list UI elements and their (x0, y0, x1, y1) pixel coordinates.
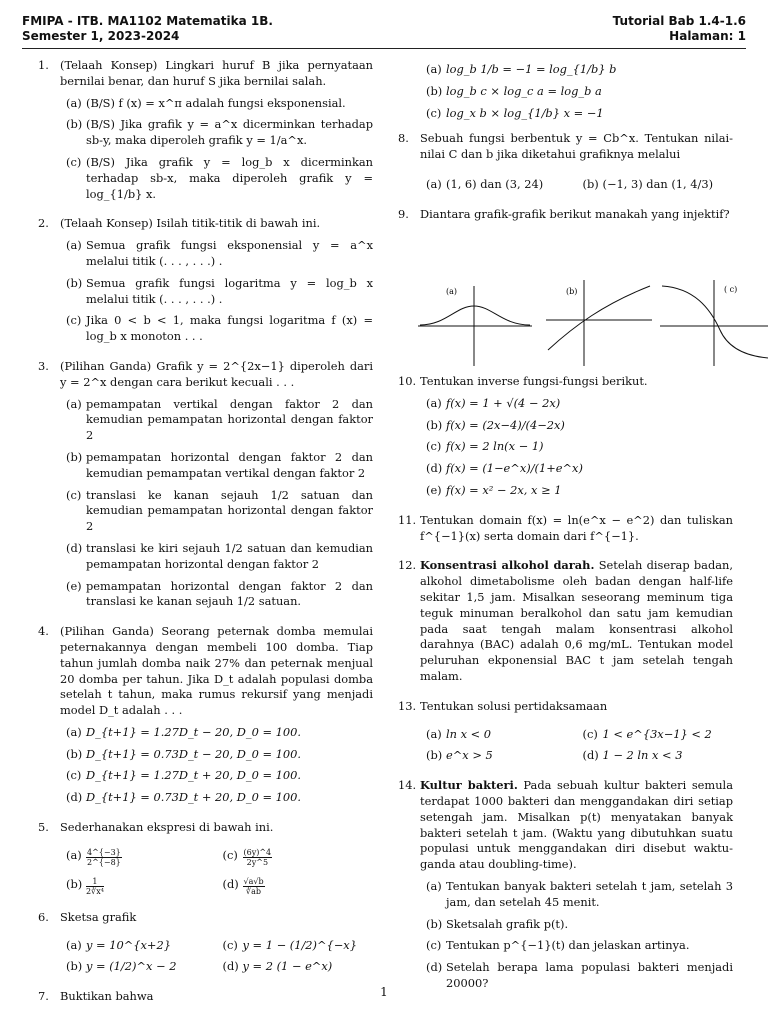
option-d: (d) y = 2 (1 − e^x) (222, 959, 333, 974)
option-b: (b) (−1, 3) dan (1, 4/3) (582, 176, 714, 191)
question-10 (398, 374, 733, 499)
graph-b (544, 278, 654, 368)
question-stem: Pada sebuah kultur bakteri semula terdapat 1000 bakteri dan menggandakan diri setiap setengah jam. Misalkan p(t) menyatakan banyak bakteri setelah t jam. (Waktu yang dibutuhkan suatu populasi untuk menggandakan diri disebut waktu-ganda atau doubling-time). (420, 778, 733, 872)
question-14 (398, 778, 733, 992)
option-a: (a) Semua grafik fungsi eksponensial y = a^x melalui titik (. . . , . . .) . (66, 238, 373, 268)
question-number: 7. (38, 989, 49, 1004)
question-9 (398, 207, 733, 223)
question-stem: Sederhanakan ekspresi di bawah ini. (60, 820, 274, 835)
option-a: (a) log_b 1/b = −1 = log_{1/b} b (426, 62, 617, 76)
option-b: (b) log_b c × log_c a = log_b a (426, 83, 602, 98)
option-b: (b) Semua grafik fungsi logaritma y = log_b x melalui titik (. . . , . . .) . (66, 275, 373, 306)
question-number: 10. (398, 374, 417, 388)
header-right (613, 14, 746, 44)
question-number: 9. (398, 206, 409, 221)
option-b: (b) Sketsalah grafik p(t). (426, 916, 569, 931)
option-a: (a) Tentukan banyak bakteri setelah t jam, setelah 3 jam, dan setelah 45 menit. (426, 878, 733, 909)
svg-text:( c): ( c) (724, 285, 738, 294)
question-13 (398, 699, 733, 764)
option-a: (a) y = 10^{x+2} (66, 937, 171, 952)
option-d: (d) $\frac{√a√b}{∛ab}$ (222, 876, 264, 896)
option-b: (b) e^x > 5 (426, 748, 493, 763)
option-c: (c) y = 1 − (1/2)^{−x} (222, 937, 357, 952)
question-stem: Tentukan domain f(x) = ln(e^x − e^2) dan tuliskan f^{−1}(x) serta domain dari f^{−1}. (420, 512, 733, 543)
question-number: 2. (38, 216, 49, 231)
question-stem: (Pilihan Ganda) Grafik y = 2^{2x−1} diperoleh dari y = 2^x dengan cara berikut kecuali . . . (60, 358, 373, 389)
option-d: (d) f(x) = (1−e^x)/(1+e^x) (426, 461, 583, 476)
option-c: (c) translasi ke kanan sejauh 1/2 satuan dan kemudian pemampatan horizontal dengan faktor 2 (66, 487, 373, 534)
page-label: Halaman: 1 (669, 29, 746, 43)
svg-text:(b): (b) (566, 287, 578, 296)
option-d: (d) D_{t+1} = 0.73D_t + 20, D_0 = 100. (66, 790, 301, 805)
question-number: 3. (38, 358, 49, 373)
question-3 (38, 359, 373, 610)
option-d: (d) Setelah berapa lama populasi bakteri menjadi 20000? (426, 960, 733, 990)
option-c: (c) (B/S) Jika grafik y = log_b x dicerminkan terhadap sb-x, maka diperoleh grafik y = log_{1/b} x. (66, 154, 373, 201)
option-a: (a) (B/S) f (x) = x^π adalah fungsi eksponensial. (66, 95, 346, 110)
option-a: (a) ln x < 0 (426, 726, 492, 741)
question-stem: Tentukan inverse fungsi-fungsi berikut. (420, 374, 648, 388)
question-number: 14. (398, 778, 417, 793)
header-divider (22, 48, 746, 49)
left-column (38, 58, 373, 1019)
question-8 (398, 131, 733, 192)
option-c: (c) log_x b × log_{1/b} x = −1 (426, 105, 604, 120)
right-column (398, 62, 733, 237)
question-stem: Sketsa grafik (60, 909, 137, 924)
question-number: 1. (38, 58, 49, 72)
option-a: (a) f(x) = 1 + √(4 − 2x) (426, 395, 561, 410)
option-a: (a) D_{t+1} = 1.27D_t − 20, D_0 = 100. (66, 724, 301, 739)
svg-text:(a): (a) (446, 287, 458, 296)
option-c: (c) Tentukan p^{−1}(t) dan jelaskan artinya. (426, 938, 690, 953)
question-number: 11. (398, 512, 417, 527)
page-number: 1 (380, 985, 388, 999)
question-stem: Diantara grafik-grafik berikut manakah yang injektif? (420, 206, 730, 221)
question-stem: Setelah diserap badan, alkohol dimetabolisme oleh badan dengan half-life sekitar 1,5 jam. Misalkan seseorang meminum tiga teguk minuman beralkohol dan satu jam kemudian pada saat tengah malam konsentrasi alkohol darahnya (BAC) adalah 0,6 mg/mL. Tentukan model peluruhan ekponensial BAC t jam setelah tengah malam. (420, 558, 734, 683)
course-title: FMIPA - ITB. MA1102 Matematika 1B. (22, 14, 273, 28)
question-stem: Sebuah fungsi berbentuk y = Cb^x. Tentukan nilai-nilai C dan b jika diketahui grafiknya melalui (420, 131, 733, 162)
graph-c (658, 278, 768, 368)
option-a: (a) $\frac{4\^{}\{-3\}}{2\^{}\{-8\}}$ (66, 847, 121, 867)
question-stem: Tentukan solusi pertidaksamaan (420, 698, 608, 713)
question-number: 13. (398, 698, 417, 713)
question-title: Kultur bakteri. (420, 778, 518, 793)
option-b: (b) f(x) = (2x−4)/(4−2x) (426, 417, 565, 432)
question-12 (398, 558, 733, 684)
question-number: 12. (398, 558, 417, 573)
option-d: (d) 1 − 2 ln x < 3 (582, 748, 683, 763)
question-number: 6. (38, 909, 49, 924)
question-stem: (Pilihan Ganda) Seorang peternak domba memulai peternakannya dengan membeli 100 domba. Tiap tahun jumlah domba naik 27% dan peternak menjual 20 domba per tahun. Jika D_t adalah populasi domba setelah t tahun, maka rumus rekursif yang menjadi model D_t adalah . . . (60, 624, 373, 718)
option-e: (e) f(x) = x² − 2x, x ≥ 1 (426, 482, 562, 497)
option-b: (b) (B/S) Jika grafik y = a^x dicerminkan terhadap sb-y, maka diperoleh grafik y = 1/a^x. (66, 117, 373, 148)
right-column-lower (398, 374, 733, 1006)
option-a: (a) pemampatan vertikal dengan faktor 2 dan kemudian pemampatan horizontal dengan faktor 2 (66, 396, 373, 443)
question-title: Konsentrasi alkohol darah. (420, 558, 595, 573)
option-c: (c) Jika 0 < b < 1, maka fungsi logaritma f (x) = log_b x monoton . . . (66, 313, 373, 344)
option-b: (b) y = (1/2)^x − 2 (66, 959, 177, 974)
option-b: (b) pemampatan horizontal dengan faktor 2 dan kemudian pemampatan vertikal dengan faktor 2 (66, 449, 373, 480)
option-c: (c) $\frac{(6y)\^{}4}{2y\^{}5}$ (222, 847, 272, 867)
option-c: (c) f(x) = 2 ln(x − 1) (426, 439, 544, 454)
injectivity-graphs (416, 278, 768, 378)
option-e: (e) pemampatan horizontal dengan faktor 2 dan translasi ke kanan sejauh 1/2 satuan. (66, 578, 373, 609)
question-1 (38, 58, 373, 202)
option-c: (c) D_{t+1} = 1.27D_t + 20, D_0 = 100. (66, 768, 301, 783)
question-stem: (Telaah Konsep) Lingkari huruf B jika pernyataan bernilai benar, dan huruf S jika bernilai salah. (60, 58, 373, 88)
question-6 (38, 910, 373, 975)
question-stem: (Telaah Konsep) Isilah titik-titik di bawah ini. (60, 216, 321, 231)
tutorial-title: Tutorial Bab 1.4-1.6 (612, 14, 746, 28)
option-d: (d) translasi ke kiri sejauh 1/2 satuan dan kemudian pemampatan horizontal dengan faktor 2 (66, 540, 373, 571)
question-7-continued (398, 62, 733, 121)
question-4 (38, 624, 373, 806)
option-b: (b) $\frac{1}{\text{2∛x⁴}}$ (66, 876, 104, 896)
question-stem: Buktikan bahwa (60, 989, 154, 1004)
option-b: (b) D_{t+1} = 0.73D_t − 20, D_0 = 100. (66, 746, 301, 761)
semester: Semester 1, 2023-2024 (22, 29, 180, 43)
question-2 (38, 216, 373, 345)
option-a: (a) (1, 6) dan (3, 24) (426, 176, 544, 191)
question-number: 5. (38, 820, 49, 835)
graph-a (416, 278, 534, 368)
page-header (22, 14, 746, 44)
question-11 (398, 513, 733, 545)
option-c: (c) 1 < e^{3x−1} < 2 (582, 726, 712, 741)
question-number: 4. (38, 624, 49, 639)
question-5 (38, 820, 373, 896)
question-number: 8. (398, 131, 409, 146)
